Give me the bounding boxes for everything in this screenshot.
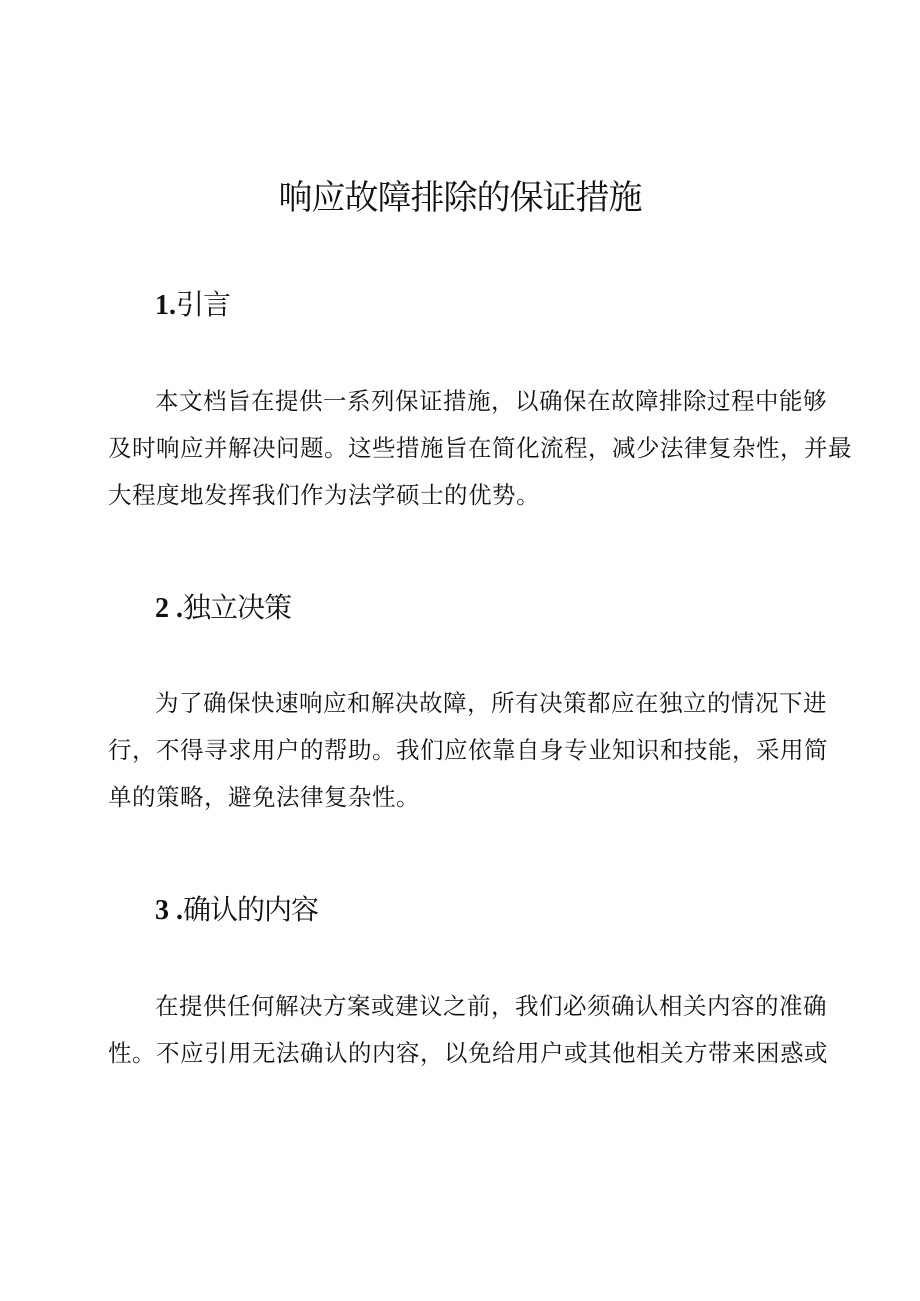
- paragraph-line: 性。不应引用无法确认的内容，以免给用户或其他相关方带来困惑或: [108, 1039, 828, 1067]
- section-heading-introduction: [155, 285, 230, 326]
- paragraph-line: 本文档旨在提供一系列保证措施，以确保在故障排除过程中能够: [155, 387, 827, 415]
- section-body-independent-decision: [108, 680, 828, 821]
- paragraph-line: 为了确保快速响应和解决故障，所有决策都应在独立的情况下进: [155, 689, 827, 717]
- paragraph-line: 行，不得寻求用户的帮助。我们应依靠自身专业知识和技能，采用简: [108, 736, 828, 764]
- paragraph-line: 在提供任何解决方案或建议之前，我们必须确认相关内容的准确: [155, 992, 827, 1020]
- paragraph-line: 及时响应并解决问题。这些措施旨在简化流程，减少法律复杂性，并最: [108, 434, 852, 462]
- paragraph-line: 大程度地发挥我们作为法学硕士的优势。: [108, 481, 540, 509]
- section-title: 确认的内容: [183, 893, 319, 926]
- section-number: 2 .: [155, 593, 183, 624]
- section-title: 独立决策: [183, 591, 292, 624]
- section-number: 1.: [155, 290, 176, 321]
- section-title: 引言: [176, 288, 231, 321]
- document-title: 响应故障排除的保证措施: [278, 178, 642, 218]
- paragraph-line: 单的策略，避免法律复杂性。: [108, 783, 420, 811]
- section-heading-confirmed-content: [155, 890, 318, 931]
- section-body-introduction: [108, 378, 852, 519]
- section-heading-independent-decision: [155, 588, 291, 629]
- section-number: 3 .: [155, 895, 183, 926]
- section-body-confirmed-content: [108, 983, 828, 1077]
